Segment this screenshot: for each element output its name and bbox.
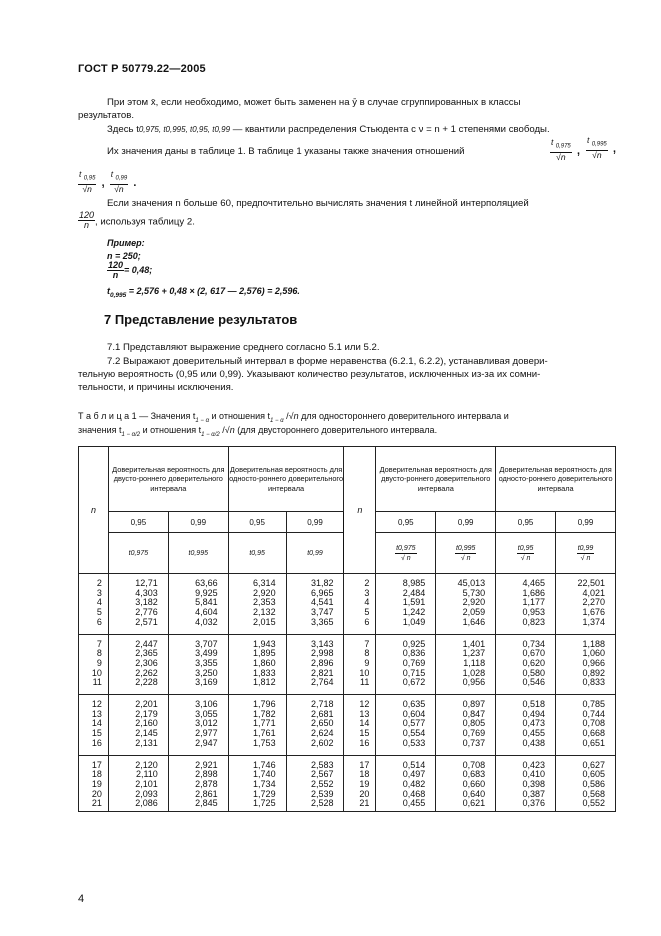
table-cell bbox=[228, 574, 286, 635]
cell-value: 1,188 bbox=[582, 638, 605, 649]
cell-value: 1,686 bbox=[522, 587, 546, 598]
frac-120-n: $\frac{120}{n}$ , используя таблицу 2. bbox=[79, 210, 195, 230]
cell-value: 2,093 bbox=[135, 788, 158, 799]
cell-value: 0,577 bbox=[402, 718, 426, 729]
cell-value: 0,966 bbox=[582, 657, 605, 668]
cell-value: 0,769 bbox=[402, 657, 426, 668]
cell-value: 17 bbox=[359, 759, 370, 770]
cell-value: 1,782 bbox=[253, 708, 276, 719]
cell-value: 2,120 bbox=[135, 759, 158, 770]
quantile-header: t0,995 bbox=[168, 533, 228, 574]
table-cell bbox=[376, 695, 436, 756]
cell-value: 0,737 bbox=[462, 737, 486, 748]
table-cell bbox=[286, 755, 344, 812]
cell-value: 0,455 bbox=[522, 728, 546, 739]
cell-value: 2,920 bbox=[462, 597, 486, 608]
ratio-header: $\frac{t0,995}{√ n}$ bbox=[436, 533, 496, 574]
paragraph-5: Если значения n больше 60, предпочтительно вычислять значения t линейной интерполяцией bbox=[107, 198, 529, 209]
example-n: n = 250; bbox=[107, 251, 141, 261]
cell-value: 1,729 bbox=[253, 788, 276, 799]
cell-value: 5 bbox=[96, 607, 102, 618]
cell-value: 0,620 bbox=[522, 657, 546, 668]
cell-value: 2,567 bbox=[310, 769, 334, 780]
cell-value: 0,627 bbox=[582, 759, 605, 770]
cell-value: 1,771 bbox=[253, 718, 276, 729]
cell-value: 0,847 bbox=[462, 708, 486, 719]
cell-value: 0,715 bbox=[402, 667, 426, 678]
table-cell bbox=[79, 574, 109, 635]
cell-value: 0,708 bbox=[462, 759, 486, 770]
cell-value: 1,646 bbox=[462, 616, 486, 627]
cell-value: 0,836 bbox=[402, 648, 426, 659]
cell-value: 4 bbox=[364, 597, 370, 608]
cell-value: 7 bbox=[364, 638, 370, 649]
prob-cell: 0,99 bbox=[436, 512, 496, 533]
table-cell bbox=[344, 755, 376, 812]
cell-value: 8,985 bbox=[402, 578, 426, 588]
cell-value: 9 bbox=[96, 657, 102, 668]
cell-value: 2,921 bbox=[195, 759, 218, 770]
cell-value: 3,499 bbox=[195, 648, 218, 659]
cell-value: 0,635 bbox=[402, 699, 426, 710]
cell-value: 2,878 bbox=[195, 778, 218, 789]
cell-value: 9,925 bbox=[195, 587, 218, 598]
cell-value: 0,423 bbox=[522, 759, 546, 770]
table-row bbox=[79, 634, 616, 695]
page-number: 4 bbox=[78, 893, 85, 905]
cell-value: 1,401 bbox=[462, 638, 486, 649]
cell-value: 0,956 bbox=[462, 677, 486, 688]
table-cell bbox=[168, 574, 228, 635]
cell-value: 0,473 bbox=[522, 718, 546, 729]
table-cell bbox=[436, 574, 496, 635]
n-header: n bbox=[79, 447, 109, 574]
prob-cell: 0,99 bbox=[286, 512, 344, 533]
table-cell bbox=[286, 634, 344, 695]
cell-value: 3,055 bbox=[195, 708, 218, 719]
table-caption-line1: Т а б л и ц а 1 — Значения $t_{1 - \alpha}$ и отношения $t_{1 - \alpha}$ /√n для одностороннего доверительного интервала и bbox=[78, 411, 509, 424]
header-one-sided-right: Доверительная вероятность для односто-роннего доверительного интервала bbox=[496, 447, 616, 512]
table-cell bbox=[556, 634, 616, 695]
table-cell bbox=[344, 695, 376, 756]
ratio-header: $\frac{t0,99}{√ n}$ bbox=[556, 533, 616, 574]
table-cell bbox=[79, 634, 109, 695]
cell-value: 0,568 bbox=[582, 788, 605, 799]
cell-value: 19 bbox=[91, 778, 102, 789]
cell-value: 2,101 bbox=[135, 778, 158, 789]
item-7-2-cont: тельную вероятность (0,95 или 0,99). Указывают количество результатов, исключенных из-за их сомни- bbox=[78, 369, 541, 380]
cell-value: 19 bbox=[359, 778, 370, 789]
cell-value: 5,841 bbox=[195, 597, 218, 608]
table-cell bbox=[344, 634, 376, 695]
cell-value: 12 bbox=[359, 699, 370, 710]
cell-value: 2,998 bbox=[310, 648, 334, 659]
cell-value: 3,182 bbox=[135, 597, 158, 608]
standard-number: ГОСТ Р 50779.22—2005 bbox=[78, 63, 206, 75]
cell-value: 8 bbox=[364, 648, 370, 659]
table-row bbox=[79, 574, 616, 635]
cell-value: 2,845 bbox=[195, 798, 218, 809]
cell-value: 0,468 bbox=[402, 788, 426, 799]
cell-value: 45,013 bbox=[457, 578, 486, 588]
example-ratio: $\frac{120}{n}$ = 0,48; bbox=[108, 260, 153, 280]
cell-value: 0,925 bbox=[402, 638, 426, 649]
cell-value: 1,796 bbox=[253, 699, 276, 710]
table-cell bbox=[496, 634, 556, 695]
ratio-header: $\frac{t0,975}{√ n}$ bbox=[376, 533, 436, 574]
cell-value: 2,718 bbox=[310, 699, 334, 710]
table-cell bbox=[228, 695, 286, 756]
table-caption-line2: значения $t_{1 - \alpha/2}$ и отношения $t_{1 - \alpha/2}$ /√n (для двустороннего доверительного интервала. bbox=[78, 425, 438, 438]
cell-value: 0,672 bbox=[402, 677, 426, 688]
paragraph-3: Их значения даны в таблице 1. В таблице 1 указаны также значения отношений bbox=[107, 146, 465, 157]
table-cell bbox=[286, 695, 344, 756]
table-cell bbox=[436, 695, 496, 756]
table-cell bbox=[556, 695, 616, 756]
cell-value: 1,833 bbox=[253, 667, 276, 678]
cell-value: 0,670 bbox=[522, 648, 546, 659]
cell-value: 1,118 bbox=[463, 657, 486, 668]
cell-value: 0,668 bbox=[582, 728, 605, 739]
cell-value: 22,501 bbox=[577, 578, 605, 588]
cell-value: 0,621 bbox=[462, 798, 486, 809]
ratio-975: $\frac{t _{0,975}}{√n}$ , bbox=[551, 137, 581, 162]
cell-value: 31,82 bbox=[310, 578, 334, 588]
cell-value: 0,953 bbox=[522, 607, 546, 618]
table-cell bbox=[344, 574, 376, 635]
cell-value: 2,131 bbox=[135, 737, 158, 748]
cell-value: 3,143 bbox=[310, 638, 334, 649]
cell-value: 20 bbox=[359, 788, 370, 799]
cell-value: 18 bbox=[359, 769, 370, 780]
table-cell bbox=[108, 574, 168, 635]
cell-value: 3 bbox=[96, 587, 102, 598]
cell-value: 63,66 bbox=[195, 578, 218, 588]
cell-value: 0,552 bbox=[582, 798, 605, 809]
cell-value: 0,497 bbox=[402, 769, 426, 780]
cell-value: 4,604 bbox=[195, 607, 218, 618]
quantile-header: t0,99 bbox=[286, 533, 344, 574]
cell-value: 2,624 bbox=[310, 728, 334, 739]
cell-value: 1,060 bbox=[582, 648, 605, 659]
ratio-95-99: $\frac{t _{0,95}}{√n}$ , $\frac{t _{0,99}}{√n}$ . bbox=[79, 169, 138, 194]
table-cell bbox=[376, 634, 436, 695]
cell-value: 1,746 bbox=[253, 759, 276, 770]
cell-value: 5 bbox=[364, 607, 370, 618]
cell-value: 15 bbox=[91, 728, 102, 739]
cell-value: 2,145 bbox=[135, 728, 158, 739]
paragraph-1: При этом x̄, если необходимо, может быть заменен на ȳ в случае сгруппированных в классы bbox=[107, 97, 521, 108]
cell-value: 17 bbox=[91, 759, 102, 770]
cell-value: 0,455 bbox=[402, 798, 426, 809]
cell-value: 12,71 bbox=[135, 578, 158, 588]
table-cell bbox=[108, 755, 168, 812]
table-cell bbox=[79, 695, 109, 756]
prob-cell: 0,99 bbox=[168, 512, 228, 533]
cell-value: 2,947 bbox=[195, 737, 218, 748]
table-cell bbox=[376, 574, 436, 635]
cell-value: 16 bbox=[91, 737, 102, 748]
cell-value: 0,744 bbox=[582, 708, 605, 719]
cell-value: 2,650 bbox=[310, 718, 334, 729]
prob-cell: 0,95 bbox=[228, 512, 286, 533]
p2-quantiles: 0,975, t0,995, t0,95, t0,99 bbox=[138, 125, 231, 134]
table-cell bbox=[496, 574, 556, 635]
cell-value: 7 bbox=[96, 638, 102, 649]
table-cell bbox=[436, 755, 496, 812]
cell-value: 3,747 bbox=[310, 607, 334, 618]
prob-cell: 0,95 bbox=[376, 512, 436, 533]
cell-value: 1,177 bbox=[522, 597, 546, 608]
cell-value: 11 bbox=[92, 677, 102, 688]
cell-value: 0,533 bbox=[402, 737, 426, 748]
cell-value: 3,250 bbox=[195, 667, 218, 678]
cell-value: 0,494 bbox=[522, 708, 546, 719]
cell-value: 0,586 bbox=[582, 778, 605, 789]
cell-value: 2,528 bbox=[310, 798, 334, 809]
cell-value: 2,602 bbox=[310, 737, 334, 748]
cell-value: 0,398 bbox=[522, 778, 546, 789]
cell-value: 2,086 bbox=[135, 798, 158, 809]
cell-value: 11 bbox=[360, 677, 370, 688]
cell-value: 2,861 bbox=[195, 788, 218, 799]
item-7-2-cont2: тельности, и причины исключения. bbox=[78, 382, 234, 393]
cell-value: 16 bbox=[359, 737, 370, 748]
header-two-sided: Доверительная вероятность для двусто-роннего доверительного интервала bbox=[108, 447, 228, 512]
cell-value: 4 bbox=[96, 597, 102, 608]
student-quantiles-table bbox=[78, 446, 616, 812]
cell-value: 8 bbox=[96, 648, 102, 659]
paragraph-1-cont: результатов. bbox=[78, 110, 134, 121]
cell-value: 1,049 bbox=[402, 616, 426, 627]
cell-value: 3,106 bbox=[195, 699, 218, 710]
cell-value: 0,660 bbox=[462, 778, 486, 789]
item-7-2: 7.2 Выражают доверительный интервал в форме неравенства (6.2.1, 6.2.2), устанавливая довери- bbox=[107, 356, 548, 367]
cell-value: 1,374 bbox=[582, 616, 605, 627]
cell-value: 2,015 bbox=[253, 616, 276, 627]
cell-value: 4,303 bbox=[135, 587, 158, 598]
table-cell bbox=[168, 634, 228, 695]
cell-value: 0,438 bbox=[522, 737, 546, 748]
table-body bbox=[79, 574, 616, 812]
cell-value: 6,965 bbox=[310, 587, 334, 598]
cell-value: 4,465 bbox=[522, 578, 546, 588]
cell-value: 2,764 bbox=[310, 677, 334, 688]
cell-value: 0,785 bbox=[582, 699, 605, 710]
cell-value: 20 bbox=[91, 788, 102, 799]
cell-value: 0,546 bbox=[522, 677, 546, 688]
cell-value: 12 bbox=[91, 699, 102, 710]
cell-value: 2,484 bbox=[402, 587, 426, 598]
section-7-title: 7 Представление результатов bbox=[104, 312, 298, 327]
cell-value: 6 bbox=[96, 616, 102, 627]
paragraph-2 bbox=[107, 123, 550, 136]
item-7-1: 7.1 Представляют выражение среднего согласно 5.1 или 5.2. bbox=[107, 342, 380, 353]
cell-value: 1,242 bbox=[402, 607, 426, 618]
example-title: Пример: bbox=[107, 238, 145, 248]
cell-value: 1,761 bbox=[253, 728, 276, 739]
cell-value: 2,821 bbox=[310, 667, 334, 678]
cell-value: 2,896 bbox=[310, 657, 334, 668]
cell-value: 0,376 bbox=[522, 798, 546, 809]
cell-value: 2,571 bbox=[135, 616, 158, 627]
cell-value: 0,769 bbox=[462, 728, 486, 739]
cell-value: 0,640 bbox=[462, 788, 486, 799]
table-cell bbox=[496, 695, 556, 756]
cell-value: 4,032 bbox=[195, 616, 218, 627]
cell-value: 1,753 bbox=[253, 737, 276, 748]
table-cell bbox=[556, 755, 616, 812]
cell-value: 1,725 bbox=[253, 798, 276, 809]
cell-value: 1,734 bbox=[253, 778, 276, 789]
cell-value: 2,583 bbox=[310, 759, 334, 770]
table-cell bbox=[496, 755, 556, 812]
table-cell bbox=[556, 574, 616, 635]
cell-value: 0,514 bbox=[402, 759, 426, 770]
cell-value: 2,447 bbox=[135, 638, 158, 649]
table-cell bbox=[228, 755, 286, 812]
cell-value: 13 bbox=[91, 708, 102, 719]
cell-value: 14 bbox=[359, 718, 370, 729]
table-row bbox=[79, 755, 616, 812]
cell-value: 1,860 bbox=[253, 657, 276, 668]
table-cell bbox=[168, 695, 228, 756]
cell-value: 3,355 bbox=[195, 657, 218, 668]
cell-value: 1,676 bbox=[582, 607, 605, 618]
n-header-right: n bbox=[344, 447, 376, 574]
cell-value: 0,708 bbox=[582, 718, 605, 729]
table-cell bbox=[286, 574, 344, 635]
ratio-header: $\frac{t0,95}{√ n}$ bbox=[496, 533, 556, 574]
table-cell bbox=[168, 755, 228, 812]
cell-value: 9 bbox=[364, 657, 370, 668]
example-t: $t_{0,995} = 2,576 + 0,48 \times (2$, 617 — 2,576) = 2,596. bbox=[107, 286, 300, 299]
cell-value: 0,605 bbox=[582, 769, 605, 780]
cell-value: 2,179 bbox=[135, 708, 158, 719]
cell-value: 2,270 bbox=[582, 597, 605, 608]
cell-value: 0,833 bbox=[582, 677, 605, 688]
cell-value: 2,059 bbox=[462, 607, 486, 618]
cell-value: 2,898 bbox=[195, 769, 218, 780]
cell-value: 0,518 bbox=[522, 699, 546, 710]
cell-value: 1,812 bbox=[253, 677, 276, 688]
header-two-sided-right: Доверительная вероятность для двусто-роннего доверительного интервала bbox=[376, 447, 496, 512]
prob-cell: 0,95 bbox=[108, 512, 168, 533]
cell-value: 5,730 bbox=[462, 587, 486, 598]
cell-value: 3 bbox=[364, 587, 370, 598]
cell-value: 0,482 bbox=[402, 778, 426, 789]
cell-value: 2,776 bbox=[135, 607, 158, 618]
prob-cell: 0,95 bbox=[496, 512, 556, 533]
cell-value: 2,132 bbox=[253, 607, 276, 618]
cell-value: 4,021 bbox=[582, 587, 605, 598]
table-cell bbox=[376, 755, 436, 812]
header-one-sided: Доверительная вероятность для односто-роннего доверительного интервала bbox=[228, 447, 344, 512]
cell-value: 0,805 bbox=[462, 718, 486, 729]
cell-value: 2,681 bbox=[310, 708, 334, 719]
cell-value: 3,169 bbox=[195, 677, 218, 688]
cell-value: 10 bbox=[91, 667, 102, 678]
quantile-header: t0,975 bbox=[108, 533, 168, 574]
cell-value: 4,541 bbox=[310, 597, 334, 608]
table-cell bbox=[108, 634, 168, 695]
cell-value: 2 bbox=[96, 578, 102, 588]
cell-value: 1,028 bbox=[462, 667, 486, 678]
cell-value: 1,943 bbox=[253, 638, 276, 649]
cell-value: 2,977 bbox=[195, 728, 218, 739]
table-cell bbox=[228, 634, 286, 695]
cell-value: 2,539 bbox=[310, 788, 334, 799]
cell-value: 0,683 bbox=[462, 769, 486, 780]
cell-value: 14 bbox=[91, 718, 102, 729]
cell-value: 2,262 bbox=[135, 667, 158, 678]
cell-value: 1,591 bbox=[402, 597, 426, 608]
cell-value: 2,228 bbox=[135, 677, 158, 688]
cell-value: 3,707 bbox=[195, 638, 218, 649]
cell-value: 2,920 bbox=[253, 587, 276, 598]
cell-value: 1,237 bbox=[462, 648, 486, 659]
table-cell bbox=[108, 695, 168, 756]
p2-end: — квантили распределения Стьюдента с ν = n + 1 степенями свободы. bbox=[230, 124, 550, 135]
cell-value: 21 bbox=[91, 798, 102, 809]
table-cell bbox=[436, 634, 496, 695]
cell-value: 0,823 bbox=[522, 616, 546, 627]
ratio-995: $\frac{t _{0,995}}{√n}$ , bbox=[587, 135, 617, 160]
cell-value: 18 bbox=[91, 769, 102, 780]
cell-value: 0,554 bbox=[402, 728, 426, 739]
cell-value: 10 bbox=[359, 667, 370, 678]
table-row bbox=[79, 695, 616, 756]
cell-value: 0,387 bbox=[522, 788, 546, 799]
cell-value: 0,580 bbox=[522, 667, 546, 678]
table-cell bbox=[79, 755, 109, 812]
cell-value: 0,734 bbox=[522, 638, 546, 649]
cell-value: 0,897 bbox=[462, 699, 486, 710]
cell-value: 2,552 bbox=[310, 778, 334, 789]
cell-value: 0,651 bbox=[582, 737, 605, 748]
cell-value: 0,892 bbox=[582, 667, 605, 678]
prob-cell: 0,99 bbox=[556, 512, 616, 533]
cell-value: 2,353 bbox=[253, 597, 276, 608]
cell-value: 3,365 bbox=[310, 616, 334, 627]
cell-value: 1,740 bbox=[253, 769, 276, 780]
quantile-header: t0,95 bbox=[228, 533, 286, 574]
cell-value: 13 bbox=[359, 708, 370, 719]
cell-value: 1,895 bbox=[253, 648, 276, 659]
p2-start: Здесь t bbox=[107, 124, 139, 135]
cell-value: 2,306 bbox=[135, 657, 158, 668]
cell-value: 2,110 bbox=[135, 769, 158, 780]
cell-value: 15 bbox=[359, 728, 370, 739]
cell-value: 3,012 bbox=[195, 718, 218, 729]
cell-value: 2,365 bbox=[135, 648, 158, 659]
cell-value: 2,201 bbox=[135, 699, 158, 710]
cell-value: 0,604 bbox=[402, 708, 426, 719]
cell-value: 0,410 bbox=[522, 769, 546, 780]
cell-value: 6 bbox=[364, 616, 370, 627]
cell-value: 21 bbox=[359, 798, 370, 809]
cell-value: 2 bbox=[364, 578, 370, 588]
cell-value: 6,314 bbox=[253, 578, 276, 588]
cell-value: 2,160 bbox=[135, 718, 158, 729]
